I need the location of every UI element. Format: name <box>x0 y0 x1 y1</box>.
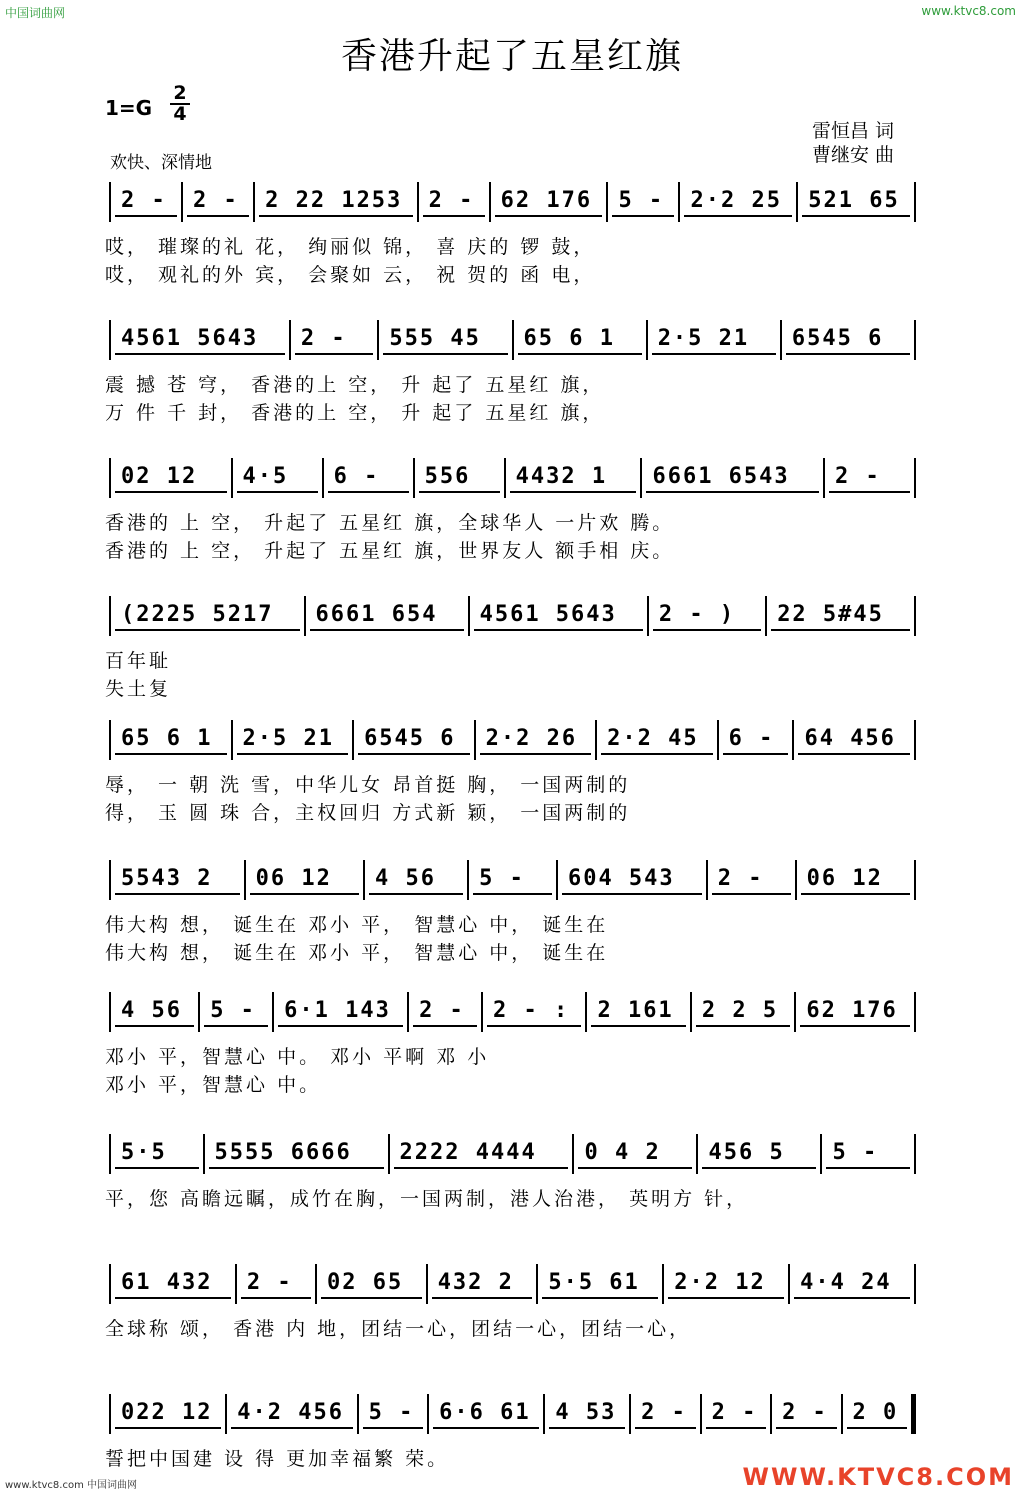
measure: 4 53 <box>549 1400 625 1429</box>
barline <box>629 1394 631 1434</box>
measure: 2 2 5 <box>696 998 790 1027</box>
barline <box>109 1264 111 1304</box>
lyrics-verse-2: 得， 玉 圆 珠 合，主权回归 方式新 颖， 一国两制的 <box>105 802 631 824</box>
barline <box>512 320 514 360</box>
time-signature <box>170 84 190 124</box>
lyrics-verse-2: 伟大构 想， 诞生在 邓小 平， 智慧心 中， 诞生在 <box>105 942 609 964</box>
measure: 06 12 <box>801 866 910 895</box>
measure: 2·5 21 <box>652 326 776 355</box>
time-top: 2 <box>173 82 187 104</box>
barline <box>304 596 306 636</box>
measure: 521 65 <box>802 188 910 217</box>
measure: 4 56 <box>115 998 194 1027</box>
barline <box>914 182 916 222</box>
measure: 556 <box>419 464 500 493</box>
barline <box>352 720 354 760</box>
barline <box>914 860 916 900</box>
site-url-right: www.ktvc8.com <box>921 4 1016 18</box>
measure: 2·2 26 <box>480 726 592 755</box>
barline <box>181 182 183 222</box>
barline <box>109 182 111 222</box>
barline <box>647 596 649 636</box>
measure: 2222 4444 <box>394 1140 569 1169</box>
measure: 02 65 <box>321 1270 422 1299</box>
notation-row <box>105 1132 920 1176</box>
barline <box>640 458 642 498</box>
barline <box>841 1394 843 1434</box>
barline <box>388 1134 390 1174</box>
barline <box>717 720 719 760</box>
measure: 4432 1 <box>510 464 637 493</box>
barline <box>820 1134 822 1174</box>
barline <box>914 320 916 360</box>
measure: 2 - ) <box>653 602 761 631</box>
measure: 5 - <box>826 1140 910 1169</box>
notation-row <box>105 594 920 638</box>
barline <box>109 1394 111 1434</box>
barline <box>700 1394 702 1434</box>
lyrics-verse-1: 伟大构 想， 诞生在 邓小 平， 智慧心 中， 诞生在 <box>105 914 609 936</box>
measure: 5 - <box>473 866 552 895</box>
measure: 4·4 24 <box>794 1270 910 1299</box>
measure: 2·2 25 <box>684 188 792 217</box>
measure: 2 161 <box>591 998 685 1027</box>
measure: 2 - <box>635 1400 695 1429</box>
barline <box>467 860 469 900</box>
barline <box>914 992 916 1032</box>
lyrics-verse-2: 香港的 上 空， 升起了 五星红 旗，世界友人 额手相 庆。 <box>105 540 675 562</box>
barline <box>543 1394 545 1434</box>
barline <box>427 1394 429 1434</box>
measure: 6661 6543 <box>646 464 819 493</box>
measure: 22 5#45 <box>771 602 910 631</box>
measure: 6·6 61 <box>433 1400 539 1429</box>
measure: 4·2 456 <box>231 1400 352 1429</box>
barline <box>690 992 692 1032</box>
notation-row <box>105 180 920 224</box>
barline <box>911 1394 916 1434</box>
barline <box>289 320 291 360</box>
lyrics-verse-2: 万 件 千 封， 香港的上 空， 升 起了 五星红 旗， <box>105 402 605 424</box>
barline <box>572 1134 574 1174</box>
measure: 06 12 <box>250 866 359 895</box>
barline <box>914 1134 916 1174</box>
measure: 022 12 <box>115 1400 221 1429</box>
notation-row <box>105 990 920 1034</box>
barline <box>426 1264 428 1304</box>
measure: 0 4 2 <box>578 1140 692 1169</box>
barline <box>109 720 111 760</box>
lyrics-verse-1: 辱， 一 朝 洗 雪，中华儿女 昂首挺 胸， 一国两制的 <box>105 774 631 796</box>
measure: 2 - : <box>487 998 581 1027</box>
composer-credit: 曹继安 曲 <box>812 144 895 166</box>
measure: 2 - <box>295 326 373 355</box>
measure: 62 176 <box>800 998 910 1027</box>
measure: 2 - <box>423 188 485 217</box>
measure: 61 432 <box>115 1270 231 1299</box>
measure: 6545 6 <box>358 726 470 755</box>
barline <box>109 596 111 636</box>
barline <box>231 720 233 760</box>
measure: 4561 5643 <box>474 602 643 631</box>
notation-row <box>105 718 920 762</box>
measure: 2 0 <box>847 1400 907 1429</box>
lyrics-verse-1: 百年耻 <box>105 650 172 672</box>
barline <box>706 860 708 900</box>
barline <box>253 182 255 222</box>
measure: 6·1 143 <box>278 998 403 1027</box>
barline <box>417 182 419 222</box>
lyrics-verse-1: 誓把中国建 设 得 更加幸福繁 荣。 <box>105 1448 450 1470</box>
barline <box>474 720 476 760</box>
barline <box>780 320 782 360</box>
measure: 2·2 12 <box>668 1270 784 1299</box>
lyrics-verse-1: 平，您 高瞻远瞩，成竹在胸，一国两制，港人治港， 英明方 针， <box>105 1188 749 1210</box>
measure: 5555 6666 <box>209 1140 384 1169</box>
barline <box>765 596 767 636</box>
barline <box>203 1134 205 1174</box>
barline <box>407 992 409 1032</box>
measure: 2 - <box>776 1400 836 1429</box>
barline <box>357 1394 359 1434</box>
barline <box>109 860 111 900</box>
barline <box>225 1394 227 1434</box>
measure: 4·5 <box>237 464 318 493</box>
barline <box>198 992 200 1032</box>
barline <box>489 182 491 222</box>
notation-row <box>105 456 920 500</box>
key-signature: 1=G <box>105 96 153 120</box>
measure: 2 - <box>241 1270 311 1299</box>
footer-left: www.ktvc8.com 中国词曲网 <box>5 1480 138 1491</box>
measure: 5 - <box>363 1400 423 1429</box>
lyrics-verse-2: 邓小 平，智慧心 中。 <box>105 1074 322 1096</box>
barline <box>792 720 794 760</box>
measure: 2 - <box>187 188 249 217</box>
barline <box>585 992 587 1032</box>
lyrics-verse-1: 震 撼 苍 穹， 香港的上 空， 升 起了 五星红 旗， <box>105 374 605 396</box>
barline <box>109 320 111 360</box>
measure: 65 6 1 <box>115 726 227 755</box>
barline <box>678 182 680 222</box>
measure: 62 176 <box>495 188 603 217</box>
notation-row <box>105 1262 920 1306</box>
lyrics-verse-2: 哎， 观礼的外 宾， 会聚如 云， 祝 贺的 函 电， <box>105 264 596 286</box>
barline <box>794 992 796 1032</box>
barline <box>413 458 415 498</box>
measure: 64 456 <box>798 726 910 755</box>
barline <box>914 1264 916 1304</box>
measure: 6 - <box>328 464 409 493</box>
tempo-marking: 欢快、深情地 <box>110 153 212 173</box>
measure: 6661 654 <box>310 602 464 631</box>
measure: 2 - <box>115 188 177 217</box>
measure: 5543 2 <box>115 866 240 895</box>
measure: 5 - <box>612 188 674 217</box>
barline <box>646 320 648 360</box>
measure: 5·5 61 <box>542 1270 658 1299</box>
song-title: 香港升起了五星红旗 <box>340 36 683 77</box>
barline <box>914 596 916 636</box>
measure: 4561 5643 <box>115 326 285 355</box>
barline <box>595 720 597 760</box>
barline <box>481 992 483 1032</box>
barline <box>556 860 558 900</box>
barline <box>109 1134 111 1174</box>
measure: 4 56 <box>369 866 463 895</box>
barline <box>823 458 825 498</box>
measure: 6 - <box>723 726 789 755</box>
time-bottom: 4 <box>170 103 190 124</box>
measure: 2·5 21 <box>237 726 349 755</box>
barline <box>788 1264 790 1304</box>
measure: 2 - <box>413 998 477 1027</box>
barline <box>235 1264 237 1304</box>
barline <box>504 458 506 498</box>
barline <box>377 320 379 360</box>
measure: 2 - <box>712 866 791 895</box>
barline <box>109 992 111 1032</box>
barline <box>363 860 365 900</box>
measure: 2·2 45 <box>601 726 713 755</box>
barline <box>914 458 916 498</box>
notation-row <box>105 318 920 362</box>
measure: 02 12 <box>115 464 227 493</box>
site-logo-left: 中国词曲网 <box>5 6 66 20</box>
barline <box>796 182 798 222</box>
barline <box>109 458 111 498</box>
lyrics-verse-1: 香港的 上 空， 升起了 五星红 旗，全球华人 一片欢 腾。 <box>105 512 675 534</box>
lyrics-verse-1: 邓小 平，智慧心 中。 邓小 平啊 邓 小 <box>105 1046 490 1068</box>
measure: 5 - <box>204 998 268 1027</box>
measure: 555 45 <box>383 326 507 355</box>
measure: 2 - <box>829 464 910 493</box>
barline <box>606 182 608 222</box>
barline <box>315 1264 317 1304</box>
lyricist-credit: 雷恒昌 词 <box>812 120 895 142</box>
measure: 604 543 <box>562 866 702 895</box>
measure: 2 22 1253 <box>259 188 413 217</box>
barline <box>468 596 470 636</box>
measure: 6545 6 <box>786 326 910 355</box>
measure: 65 6 1 <box>518 326 642 355</box>
lyrics-verse-1: 哎， 璀璨的礼 花， 绚丽似 锦， 喜 庆的 锣 鼓， <box>105 236 596 258</box>
barline <box>322 458 324 498</box>
barline <box>536 1264 538 1304</box>
measure: 5·5 <box>115 1140 199 1169</box>
barline <box>696 1134 698 1174</box>
barline <box>795 860 797 900</box>
lyrics-verse-2: 失土复 <box>105 678 172 700</box>
measure: 456 5 <box>702 1140 816 1169</box>
barline <box>244 860 246 900</box>
measure: (2225 5217 <box>115 602 300 631</box>
notation-row <box>105 858 920 902</box>
measure: 2 - <box>706 1400 766 1429</box>
measure: 432 2 <box>432 1270 533 1299</box>
barline <box>272 992 274 1032</box>
barline <box>231 458 233 498</box>
barline <box>662 1264 664 1304</box>
lyrics-verse-1: 全球称 颂， 香港 内 地，团结一心，团结一心，团结一心， <box>105 1318 692 1340</box>
barline <box>770 1394 772 1434</box>
barline <box>914 720 916 760</box>
notation-row <box>105 1392 920 1436</box>
footer-watermark: WWW.KTVC8.COM <box>742 1463 1014 1491</box>
